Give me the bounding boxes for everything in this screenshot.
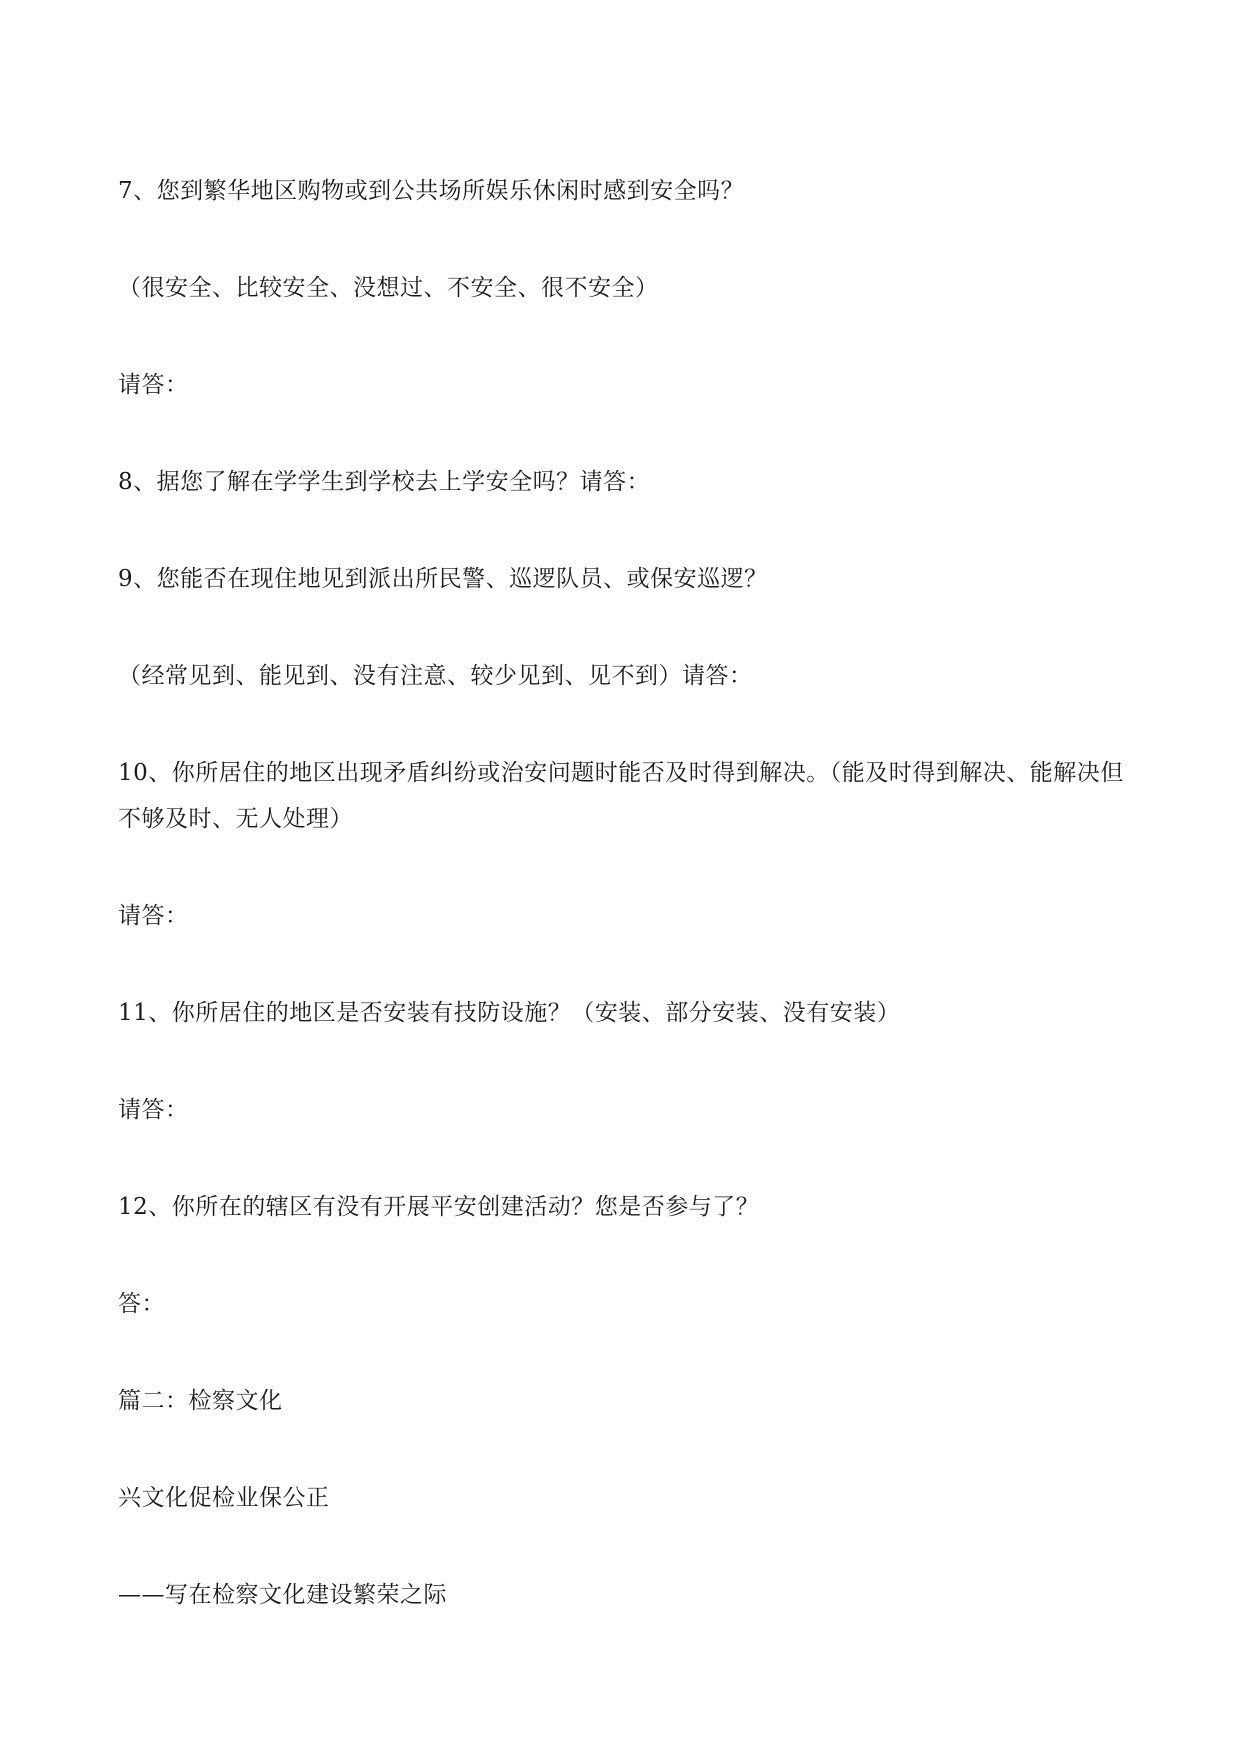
answer-prompt: 请答： <box>118 1097 189 1123</box>
question-9: 9、您能否在现住地见到派出所民警、巡逻队员、或保安巡逻？ <box>118 566 768 592</box>
answer-prompt: 请答： <box>118 372 189 398</box>
question-7-options: （很安全、比较安全、没想过、不安全、很不安全） <box>118 275 659 301</box>
article-title: 兴文化促检业保公正 <box>118 1485 330 1511</box>
answer-prompt: 答： <box>118 1291 165 1317</box>
question-9-options: （经常见到、能见到、没有注意、较少见到、见不到）请答： <box>118 663 753 689</box>
answer-prompt: 请答： <box>118 903 189 929</box>
article-subtitle: ——写在检察文化建设繁荣之际 <box>118 1582 447 1608</box>
question-10: 10、你所居住的地区出现矛盾纠纷或治安问题时能否及时得到解决。（能及时得到解决、能解决但不够及时、无人处理） <box>118 760 1124 832</box>
question-12: 12、你所在的辖区有没有开展平安创建活动？您是否参与了？ <box>118 1194 760 1220</box>
question-7: 7、您到繁华地区购物或到公共场所娱乐休闲时感到安全吗？ <box>118 178 745 204</box>
section-heading: 篇二：检察文化 <box>118 1388 283 1414</box>
question-11: 11、你所居住的地区是否安装有技防设施？（安装、部分安装、没有安装） <box>118 1000 901 1026</box>
question-8: 8、据您了解在学学生到学校去上学安全吗？请答： <box>118 469 651 495</box>
